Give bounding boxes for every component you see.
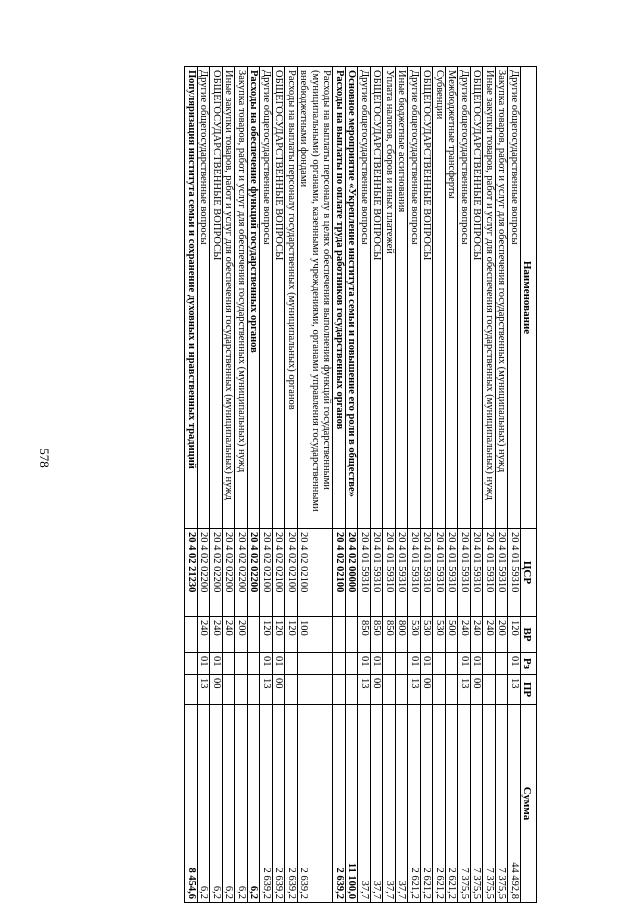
table-row <box>383 67 396 903</box>
row-sum-cell: 2 621,2 <box>421 705 434 903</box>
row-csr-cell: 20 4 02 02200 <box>248 529 261 617</box>
header-rz: Рз <box>521 653 537 675</box>
table-row <box>483 67 496 903</box>
row-sum-cell: 6,2 <box>235 705 248 903</box>
row-name-cell: Расходы на выплаты персоналу государственных (муниципальных) органов <box>285 67 298 529</box>
row-vr-cell: 120 <box>508 617 521 653</box>
row-vr-cell: 500 <box>446 617 459 653</box>
row-pr-cell: 00 <box>371 675 384 705</box>
row-pr-cell: 00 <box>471 675 484 705</box>
table-row <box>433 67 446 903</box>
row-vr-cell: 100 <box>298 617 334 653</box>
row-sum-cell: 37,7 <box>371 705 384 903</box>
row-sum-cell: 7 375,5 <box>483 705 496 903</box>
row-pr-cell: 13 <box>198 675 211 705</box>
row-rz-cell <box>446 653 459 675</box>
row-pr-cell <box>185 675 198 705</box>
row-sum-cell: 2 621,2 <box>446 705 459 903</box>
table-row <box>346 67 359 903</box>
row-csr-cell: 20 4 02 02100 <box>273 529 286 617</box>
row-csr-cell: 20 4 02 02200 <box>210 529 223 617</box>
row-csr-cell: 20 4 01 59310 <box>471 529 484 617</box>
row-pr-cell <box>223 675 236 705</box>
row-csr-cell: 20 4 01 59310 <box>408 529 421 617</box>
row-name-cell: Основное мероприятие «Укрепление института семьи и повышение его роли в обществе» <box>346 67 359 529</box>
row-rz-cell: 01 <box>408 653 421 675</box>
row-rz-cell: 01 <box>260 653 273 675</box>
row-name-cell: ОБЩЕГОСУДАРСТВЕННЫЕ ВОПРОСЫ <box>471 67 484 529</box>
row-vr-cell: 850 <box>383 617 396 653</box>
row-rz-cell <box>433 653 446 675</box>
row-name-cell: ОБЩЕГОСУДАРСТВЕННЫЕ ВОПРОСЫ <box>210 67 223 529</box>
row-rz-cell <box>223 653 236 675</box>
row-rz-cell: 01 <box>273 653 286 675</box>
row-pr-cell: 13 <box>458 675 471 705</box>
table-row <box>185 67 198 903</box>
table-row <box>458 67 471 903</box>
row-pr-cell: 00 <box>273 675 286 705</box>
row-csr-cell: 20 4 02 02100 <box>285 529 298 617</box>
row-rz-cell <box>396 653 409 675</box>
header-sum: Сумма <box>521 705 537 903</box>
row-csr-cell: 20 4 01 59310 <box>358 529 371 617</box>
row-sum-cell: 37,7 <box>383 705 396 903</box>
row-sum-cell: 2 639,2 <box>260 705 273 903</box>
row-sum-cell: 2 639,2 <box>273 705 286 903</box>
row-rz-cell: 01 <box>210 653 223 675</box>
row-vr-cell: 800 <box>396 617 409 653</box>
row-rz-cell: 01 <box>458 653 471 675</box>
table-row <box>333 67 346 903</box>
row-vr-cell: 530 <box>421 617 434 653</box>
row-vr-cell: 240 <box>471 617 484 653</box>
table-row <box>358 67 371 903</box>
row-vr-cell: 200 <box>496 617 509 653</box>
row-name-cell: ОБЩЕГОСУДАРСТВЕННЫЕ ВОПРОСЫ <box>273 67 286 529</box>
row-name-cell: Межбюджетные трансферты <box>446 67 459 529</box>
table-row <box>371 67 384 903</box>
page-number: 578 <box>37 448 52 468</box>
header-pr: ПР <box>521 675 537 705</box>
row-csr-cell: 20 4 02 21230 <box>185 529 198 617</box>
table-row <box>260 67 273 903</box>
row-vr-cell: 120 <box>285 617 298 653</box>
row-csr-cell: 20 4 01 59310 <box>446 529 459 617</box>
row-name-cell: ОБЩЕГОСУДАРСТВЕННЫЕ ВОПРОСЫ <box>371 67 384 529</box>
row-vr-cell: 240 <box>198 617 211 653</box>
row-vr-cell: 120 <box>260 617 273 653</box>
row-pr-cell <box>298 675 334 705</box>
row-sum-cell: 6,2 <box>198 705 211 903</box>
row-name-cell: Другие общегосударственные вопросы <box>260 67 273 529</box>
row-rz-cell: 01 <box>471 653 484 675</box>
row-sum-cell: 37,7 <box>358 705 371 903</box>
row-rz-cell: 01 <box>371 653 384 675</box>
row-vr-cell: 850 <box>358 617 371 653</box>
row-name-cell: Популяризация института семьи и сохранение духовных и нравственных традиций <box>185 67 198 529</box>
table-row <box>235 67 248 903</box>
row-sum-cell: 2 621,2 <box>433 705 446 903</box>
row-rz-cell <box>248 653 261 675</box>
row-name-cell: Иные бюджетные ассигнования <box>396 67 409 529</box>
header-vr: ВР <box>521 617 537 653</box>
table-row <box>508 67 521 903</box>
row-vr-cell: 530 <box>433 617 446 653</box>
header-name: Наименование <box>521 67 537 529</box>
row-name-cell: Другие общегосударственные вопросы <box>198 67 211 529</box>
row-name-cell: Расходы на выплаты персоналу в целях обеспечения выполнения функций государственными (муниципальными) органами, казенными учреждениями, органами управления государственными внебюджетными фондами <box>298 67 334 529</box>
table-row <box>471 67 484 903</box>
table-row <box>273 67 286 903</box>
row-csr-cell: 20 4 02 02200 <box>235 529 248 617</box>
row-sum-cell: 7 375,5 <box>496 705 509 903</box>
table-row <box>198 67 211 903</box>
row-vr-cell: 240 <box>210 617 223 653</box>
row-vr-cell: 530 <box>408 617 421 653</box>
row-vr-cell <box>248 617 261 653</box>
row-name-cell: Другие общегосударственные вопросы <box>358 67 371 529</box>
row-name-cell: Иные закупки товаров, работ и услуг для обеспечения государственных (муниципальных) нужд <box>483 67 496 529</box>
row-csr-cell: 20 4 01 59310 <box>371 529 384 617</box>
row-csr-cell: 20 4 01 59310 <box>508 529 521 617</box>
row-rz-cell <box>333 653 346 675</box>
row-vr-cell: 240 <box>223 617 236 653</box>
row-name-cell: Расходы на выплаты по оплате труда работников государственных органов <box>333 67 346 529</box>
table-row <box>496 67 509 903</box>
row-sum-cell: 2 639,2 <box>298 705 334 903</box>
row-csr-cell: 20 4 02 02100 <box>298 529 334 617</box>
row-name-cell: Закупка товаров, работ и услуг для обеспечения государственных (муниципальных) нужд <box>235 67 248 529</box>
row-rz-cell <box>483 653 496 675</box>
row-sum-cell: 11 100,0 <box>346 705 359 903</box>
row-vr-cell: 200 <box>235 617 248 653</box>
row-csr-cell: 20 4 02 02200 <box>223 529 236 617</box>
row-pr-cell <box>248 675 261 705</box>
row-pr-cell <box>433 675 446 705</box>
row-csr-cell: 20 4 01 59310 <box>483 529 496 617</box>
row-name-cell: Иные закупки товаров, работ и услуг для обеспечения государственных (муниципальных) нужд <box>223 67 236 529</box>
row-rz-cell: 01 <box>421 653 434 675</box>
row-sum-cell: 2 621,2 <box>408 705 421 903</box>
table-row <box>421 67 434 903</box>
row-name-cell: Другие общегосударственные вопросы <box>508 67 521 529</box>
row-name-cell: Другие общегосударственные вопросы <box>408 67 421 529</box>
rotated-table-frame <box>83 66 537 902</box>
table-row <box>446 67 459 903</box>
row-rz-cell: 01 <box>508 653 521 675</box>
row-sum-cell: 6,2 <box>223 705 236 903</box>
table-header <box>521 67 537 903</box>
row-name-cell: Другие общегосударственные вопросы <box>458 67 471 529</box>
row-rz-cell <box>298 653 334 675</box>
row-rz-cell <box>285 653 298 675</box>
table-row <box>396 67 409 903</box>
row-vr-cell <box>185 617 198 653</box>
row-sum-cell: 44 492,8 <box>508 705 521 903</box>
table-row <box>210 67 223 903</box>
row-rz-cell <box>383 653 396 675</box>
row-rz-cell: 01 <box>198 653 211 675</box>
row-pr-cell <box>396 675 409 705</box>
row-rz-cell <box>235 653 248 675</box>
row-csr-cell: 20 4 01 59310 <box>396 529 409 617</box>
row-vr-cell: 850 <box>371 617 384 653</box>
row-sum-cell: 8 454,6 <box>185 705 198 903</box>
row-pr-cell: 00 <box>421 675 434 705</box>
table-row <box>248 67 261 903</box>
row-csr-cell: 20 4 01 59310 <box>496 529 509 617</box>
row-csr-cell: 20 4 02 02100 <box>260 529 273 617</box>
row-rz-cell <box>185 653 198 675</box>
row-csr-cell: 20 4 01 59310 <box>383 529 396 617</box>
row-sum-cell: 7 375,5 <box>471 705 484 903</box>
budget-table <box>185 66 538 903</box>
row-pr-cell: 13 <box>408 675 421 705</box>
header-csr: ЦСР <box>521 529 537 617</box>
row-pr-cell <box>383 675 396 705</box>
row-sum-cell: 2 639,2 <box>285 705 298 903</box>
row-pr-cell <box>285 675 298 705</box>
row-name-cell: Закупка товаров, работ и услуг для обеспечения государственных (муниципальных) нужд <box>496 67 509 529</box>
row-pr-cell: 00 <box>210 675 223 705</box>
row-name-cell: Расходы на обеспечение функций государственных органов <box>248 67 261 529</box>
row-name-cell: Субвенции <box>433 67 446 529</box>
row-sum-cell: 6,2 <box>210 705 223 903</box>
row-vr-cell: 120 <box>273 617 286 653</box>
row-name-cell: Уплата налогов, сборов и иных платежей <box>383 67 396 529</box>
row-rz-cell: 01 <box>358 653 371 675</box>
row-vr-cell: 240 <box>458 617 471 653</box>
row-sum-cell: 7 375,5 <box>458 705 471 903</box>
row-pr-cell <box>446 675 459 705</box>
row-vr-cell <box>346 617 359 653</box>
table-row <box>298 67 334 903</box>
row-sum-cell: 2 639,2 <box>333 705 346 903</box>
row-name-cell: ОБЩЕГОСУДАРСТВЕННЫЕ ВОПРОСЫ <box>421 67 434 529</box>
table-row <box>408 67 421 903</box>
row-csr-cell: 20 4 02 02100 <box>333 529 346 617</box>
table-row <box>285 67 298 903</box>
row-pr-cell <box>496 675 509 705</box>
row-csr-cell: 20 4 02 02200 <box>198 529 211 617</box>
row-csr-cell: 20 4 01 59310 <box>433 529 446 617</box>
row-csr-cell: 20 4 01 59310 <box>458 529 471 617</box>
row-vr-cell: 240 <box>483 617 496 653</box>
row-csr-cell: 20 4 02 00000 <box>346 529 359 617</box>
row-csr-cell: 20 4 01 59310 <box>421 529 434 617</box>
row-rz-cell <box>346 653 359 675</box>
table-body <box>185 67 521 903</box>
row-pr-cell: 13 <box>358 675 371 705</box>
row-pr-cell <box>235 675 248 705</box>
row-pr-cell <box>346 675 359 705</box>
table-row <box>223 67 236 903</box>
row-sum-cell: 37,7 <box>396 705 409 903</box>
row-pr-cell <box>333 675 346 705</box>
row-rz-cell <box>496 653 509 675</box>
row-sum-cell: 6,2 <box>248 705 261 903</box>
row-vr-cell <box>333 617 346 653</box>
row-pr-cell: 13 <box>260 675 273 705</box>
row-pr-cell: 13 <box>508 675 521 705</box>
row-pr-cell <box>483 675 496 705</box>
